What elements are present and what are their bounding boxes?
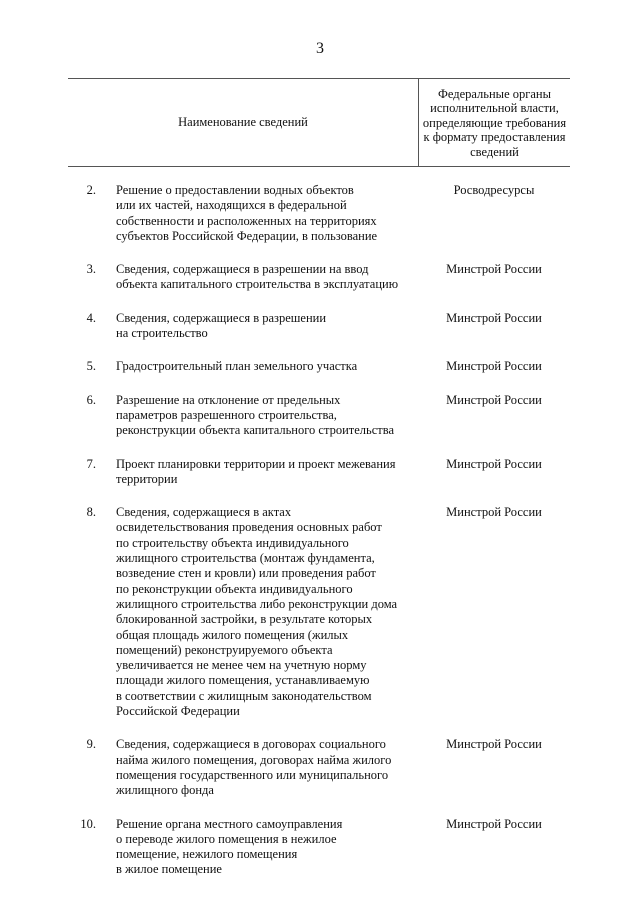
column-header-agency: Федеральные органы исполнительной власти, определяющие требования к формату предоставления сведений: [422, 86, 567, 159]
row-description: Сведения, содержащиеся в разрешении на строительство: [116, 310, 327, 341]
row-number: 9.: [86, 737, 96, 752]
row-number: 8.: [86, 505, 96, 520]
table-row: [0, 359, 640, 374]
row-number: 10.: [80, 816, 96, 831]
row-number: 7.: [86, 456, 96, 471]
table-header-bottom-rule: [68, 166, 570, 167]
row-number: 4.: [86, 310, 96, 325]
row-agency: Минстрой России: [446, 392, 542, 407]
row-number: 5.: [86, 359, 96, 374]
row-agency: Минстрой России: [446, 505, 542, 520]
row-agency: Минстрой России: [446, 359, 542, 374]
table-row: [0, 311, 640, 342]
row-description: Сведения, содержащиеся в разрешении на ввод объекта капитального строительства в эксплуатацию: [116, 262, 399, 292]
column-header-name: Наименование сведений: [178, 114, 308, 129]
table-row: [0, 505, 640, 719]
table-row: [0, 817, 640, 878]
row-number: 3.: [86, 262, 96, 277]
page-number: 3: [316, 40, 324, 57]
table-row: [0, 457, 640, 488]
table-row: [0, 183, 640, 244]
row-agency: Минстрой России: [446, 262, 542, 277]
table-row: [0, 393, 640, 439]
table-row: [0, 262, 640, 293]
row-number: 2.: [86, 183, 96, 197]
row-agency: Минстрой России: [446, 816, 542, 831]
row-description: Проект планировки территории и проект межевания территории: [116, 456, 396, 486]
row-agency: Минстрой России: [446, 737, 542, 752]
row-agency: Минстрой России: [446, 456, 542, 471]
table-body: [0, 183, 640, 896]
row-description: Решение органа местного самоуправления о переводе жилого помещения в нежилое помещение, нежилого помещения в жилое помещение: [116, 816, 343, 877]
row-number: 6.: [86, 392, 96, 407]
row-description: Сведения, содержащиеся в актах освидетельствования проведения основных работ по строительству объекта индивидуального жилищного строительства (монтаж фундамента, возведение стен и кровли) или проведения работ по реконструкции объекта индивидуального жилищного строительства либо реконструкции дома блокированной застройки, в результате которых общая площадь жилого помещения (жилых помещений) реконструируемого объекта увеличивается не менее чем на учетную норму площади жилого помещения, устанавливаемую в соответствии с жилищным законодательством Российской Федерации: [116, 505, 398, 719]
row-description: Решение о предоставлении водных объектов или их частей, находящихся в федеральной собственности и расположенных на территориях субъектов Российской Федерации, в пользование: [116, 183, 378, 243]
table-row: [0, 737, 640, 798]
row-description: Разрешение на отклонение от предельных параметров разрешенного строительства, реконструкции объекта капитального строительства: [116, 392, 395, 438]
row-agency: Росводресурсы: [453, 183, 535, 197]
row-agency: Минстрой России: [446, 310, 542, 325]
row-description: Сведения, содержащиеся в договорах социального найма жилого помещения, договорах найма жилого помещения государственного или муниципального жилищного фонда: [116, 737, 392, 798]
row-description: Градостроительный план земельного участка: [116, 359, 358, 374]
